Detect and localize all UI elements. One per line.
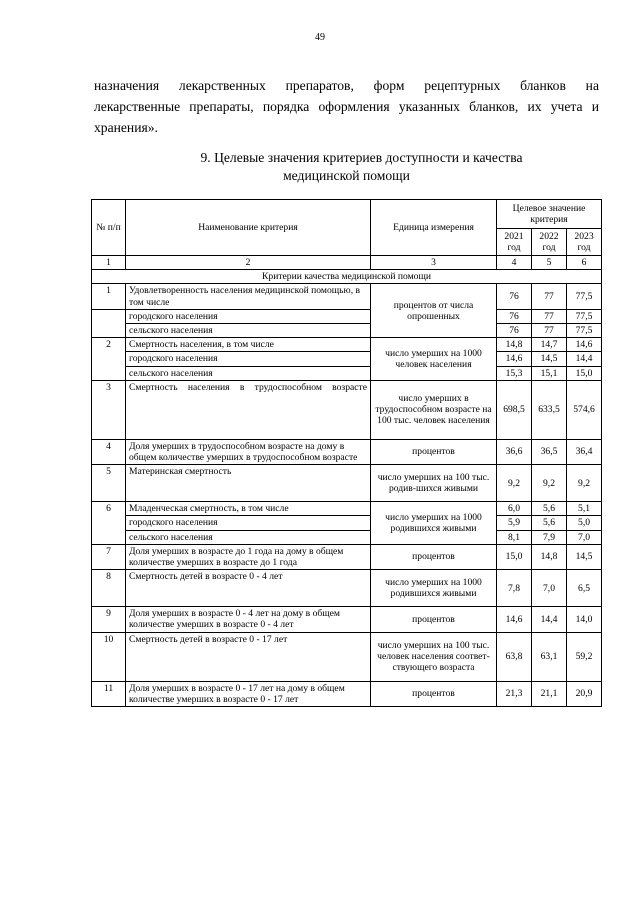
criterion-unit: число умерших на 100 тыс. родив-шихся живыми bbox=[371, 465, 497, 502]
col-number: 5 bbox=[532, 256, 567, 270]
table-row bbox=[92, 544, 602, 569]
value-2023: 574,6 bbox=[567, 380, 602, 439]
criterion-subname: сельского населения bbox=[126, 324, 371, 338]
criterion-subname: сельского населения bbox=[126, 530, 371, 544]
section-heading-line: 9. Целевые значения критериев доступности и качества bbox=[200, 150, 523, 165]
value-2021: 8,1 bbox=[497, 530, 532, 544]
criterion-name: Доля умерших в возрасте до 1 года на дому в общем количестве умерших в возрасте до 1 года bbox=[126, 544, 371, 569]
value-2021: 36,6 bbox=[497, 439, 532, 464]
row-number: 4 bbox=[92, 439, 126, 464]
value-2022: 77 bbox=[532, 324, 567, 338]
criterion-subname: городского населения bbox=[126, 352, 371, 366]
table-row bbox=[92, 284, 602, 309]
criterion-subname: городского населения bbox=[126, 309, 371, 323]
value-2022: 5,6 bbox=[532, 502, 567, 516]
table-subrow bbox=[92, 530, 602, 544]
criterion-name: Смертность населения, в том числе bbox=[126, 338, 371, 352]
criterion-unit: процентов bbox=[371, 544, 497, 569]
row-number: 8 bbox=[92, 570, 126, 607]
value-2023: 5,0 bbox=[567, 516, 602, 530]
value-2022: 14,4 bbox=[532, 607, 567, 632]
criterion-unit: число умерших на 100 тыс. человек населения соответ-ствующего возраста bbox=[371, 632, 497, 681]
table-row bbox=[92, 607, 602, 632]
col-number: 2 bbox=[126, 256, 371, 270]
criterion-subname: сельского населения bbox=[126, 366, 371, 380]
value-2022: 633,5 bbox=[532, 380, 567, 439]
value-2022: 77 bbox=[532, 284, 567, 309]
row-number: 3 bbox=[92, 380, 126, 439]
value-2023: 14,4 bbox=[567, 352, 602, 366]
page-number: 49 bbox=[315, 32, 325, 43]
header-name: Наименование критерия bbox=[126, 200, 371, 256]
value-2021: 6,0 bbox=[497, 502, 532, 516]
criterion-name: Смертность детей в возрасте 0 - 17 лет bbox=[126, 632, 371, 681]
row-number: 2 bbox=[92, 338, 126, 381]
value-2022: 77 bbox=[532, 309, 567, 323]
row-number: 6 bbox=[92, 502, 126, 545]
value-2023: 5,1 bbox=[567, 502, 602, 516]
header-unit: Единица измерения bbox=[371, 200, 497, 256]
value-2023: 7,0 bbox=[567, 530, 602, 544]
table-row bbox=[92, 465, 602, 502]
value-2023: 14,0 bbox=[567, 607, 602, 632]
col-number: 1 bbox=[92, 256, 126, 270]
value-2023: 9,2 bbox=[567, 465, 602, 502]
row-number: 7 bbox=[92, 544, 126, 569]
value-2023: 14,5 bbox=[567, 544, 602, 569]
criterion-unit: процентов от числа опрошенных bbox=[371, 284, 497, 338]
criterion-unit: процентов bbox=[371, 681, 497, 706]
table-row bbox=[92, 502, 602, 516]
col-number: 4 bbox=[497, 256, 532, 270]
criterion-unit: процентов bbox=[371, 607, 497, 632]
value-2023: 14,6 bbox=[567, 338, 602, 352]
value-2021: 21,3 bbox=[497, 681, 532, 706]
criterion-name: Младенческая смертность, в том числе bbox=[126, 502, 371, 516]
col-number: 6 bbox=[567, 256, 602, 270]
section-title-row bbox=[92, 270, 602, 284]
value-2021: 15,0 bbox=[497, 544, 532, 569]
intro-line: лекарственные препараты, порядка оформления указанных бланков, их учета и bbox=[94, 99, 599, 114]
value-2023: 59,2 bbox=[567, 632, 602, 681]
criterion-name: Материнская смертность bbox=[126, 465, 371, 502]
value-2022: 14,8 bbox=[532, 544, 567, 569]
row-number: 9 bbox=[92, 607, 126, 632]
value-2021: 7,8 bbox=[497, 570, 532, 607]
criterion-unit: число умерших на 1000 родившихся живыми bbox=[371, 570, 497, 607]
value-2022: 5,6 bbox=[532, 516, 567, 530]
header-year-2021: 2021 год bbox=[497, 229, 532, 256]
header-year-2022: 2022 год bbox=[532, 229, 567, 256]
header-target: Целевое значение критерия bbox=[497, 200, 602, 229]
section-heading-line: медицинской помощи bbox=[283, 168, 410, 183]
criterion-unit: процентов bbox=[371, 439, 497, 464]
section-title: Критерии качества медицинской помощи bbox=[92, 270, 602, 284]
value-2023: 77,5 bbox=[567, 324, 602, 338]
value-2021: 63,8 bbox=[497, 632, 532, 681]
table-subrow bbox=[92, 324, 602, 338]
criterion-name: Доля умерших в возрасте 0 - 4 лет на дому в общем количестве умерших в возрасте 0 - 4 лет bbox=[126, 607, 371, 632]
value-2022: 63,1 bbox=[532, 632, 567, 681]
criterion-unit: число умерших на 1000 человек населения bbox=[371, 338, 497, 381]
value-2022: 7,0 bbox=[532, 570, 567, 607]
row-number: 5 bbox=[92, 465, 126, 502]
table-subrow bbox=[92, 366, 602, 380]
value-2023: 6,5 bbox=[567, 570, 602, 607]
intro-paragraph bbox=[94, 75, 599, 138]
criterion-unit: число умерших на 1000 родившихся живыми bbox=[371, 502, 497, 545]
value-2023: 77,5 bbox=[567, 284, 602, 309]
table-row bbox=[92, 632, 602, 681]
value-2021: 76 bbox=[497, 284, 532, 309]
section-heading bbox=[94, 149, 599, 185]
criterion-name: Удовлетворенность населения медицинской помощью, в том числе bbox=[126, 284, 371, 309]
value-2022: 21,1 bbox=[532, 681, 567, 706]
table-subrow bbox=[92, 309, 602, 323]
criterion-name: Смертность детей в возрасте 0 - 4 лет bbox=[126, 570, 371, 607]
col-number: 3 bbox=[371, 256, 497, 270]
value-2021: 698,5 bbox=[497, 380, 532, 439]
row-number: 11 bbox=[92, 681, 126, 706]
value-2023: 36,4 bbox=[567, 439, 602, 464]
criterion-unit: число умерших в трудоспособном возрасте на 100 тыс. человек населения bbox=[371, 380, 497, 439]
row-number: 1 bbox=[92, 284, 126, 309]
value-2022: 15,1 bbox=[532, 366, 567, 380]
value-2021: 14,6 bbox=[497, 352, 532, 366]
header-year-2023: 2023 год bbox=[567, 229, 602, 256]
table-row bbox=[92, 439, 602, 464]
table-row bbox=[92, 570, 602, 607]
value-2021: 14,6 bbox=[497, 607, 532, 632]
header-num: № п/п bbox=[92, 200, 126, 256]
value-2023: 20,9 bbox=[567, 681, 602, 706]
intro-line: хранения». bbox=[94, 120, 158, 135]
value-2022: 14,5 bbox=[532, 352, 567, 366]
value-2021: 76 bbox=[497, 324, 532, 338]
column-numbers-row bbox=[92, 256, 602, 270]
table-row bbox=[92, 338, 602, 352]
value-2022: 14,7 bbox=[532, 338, 567, 352]
value-2022: 36,5 bbox=[532, 439, 567, 464]
value-2021: 15,3 bbox=[497, 366, 532, 380]
row-number: 10 bbox=[92, 632, 126, 681]
header-row bbox=[92, 200, 602, 229]
value-2022: 7,9 bbox=[532, 530, 567, 544]
value-2023: 15,0 bbox=[567, 366, 602, 380]
criterion-name: Смертность населения в трудоспособном возрасте bbox=[126, 380, 371, 439]
value-2021: 14,8 bbox=[497, 338, 532, 352]
table-row bbox=[92, 681, 602, 706]
table-subrow bbox=[92, 352, 602, 366]
value-2021: 76 bbox=[497, 309, 532, 323]
value-2022: 9,2 bbox=[532, 465, 567, 502]
criterion-name: Доля умерших в возрасте 0 - 17 лет на дому в общем количестве умерших в возрасте 0 - 17 лет bbox=[126, 681, 371, 706]
criterion-subname: городского населения bbox=[126, 516, 371, 530]
intro-line: назначения лекарственных препаратов, форм рецептурных бланков на bbox=[94, 78, 599, 93]
table-subrow bbox=[92, 516, 602, 530]
criterion-name: Доля умерших в трудоспособном возрасте на дому в общем количестве умерших в трудоспособном возрасте bbox=[126, 439, 371, 464]
value-2023: 77,5 bbox=[567, 309, 602, 323]
value-2021: 5,9 bbox=[497, 516, 532, 530]
criteria-table bbox=[91, 199, 602, 707]
value-2021: 9,2 bbox=[497, 465, 532, 502]
table-row bbox=[92, 380, 602, 439]
